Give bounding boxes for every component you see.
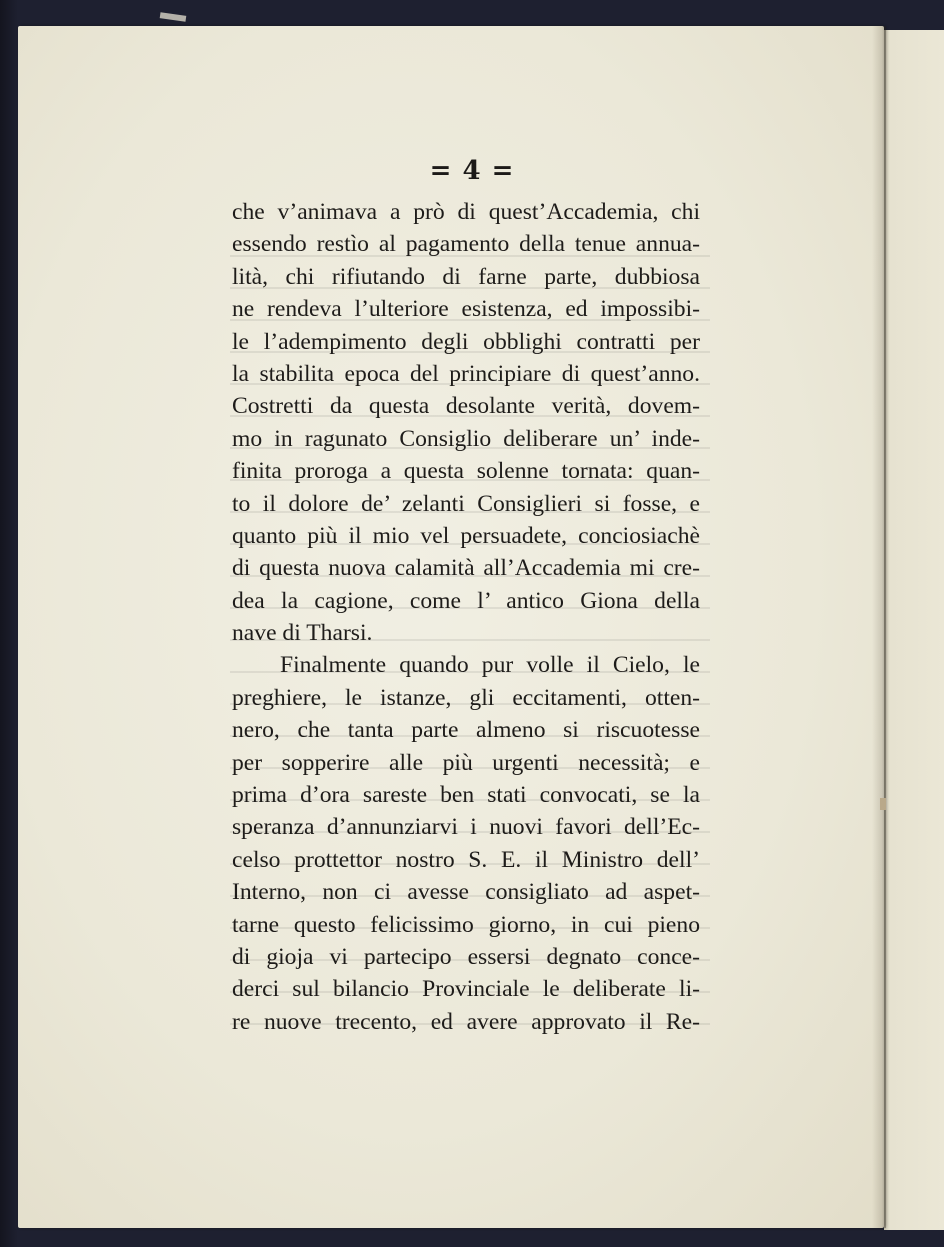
text-line: la stabilita epoca del principiare di quest’anno. — [232, 360, 700, 387]
text-line: nero, che tanta parte almeno si riscuotesse — [232, 717, 700, 744]
text-line: ne rendeva l’ulteriore esistenza, ed impossibi- — [232, 296, 700, 323]
page-number: = 4 = — [429, 156, 515, 186]
text-line: preghiere, le istanze, gli eccitamenti, otten- — [232, 684, 700, 711]
text-line: finita proroga a questa solenne tornata: quan- — [232, 458, 700, 485]
paragraph-end-line: nave di Tharsi. — [232, 620, 373, 647]
text-line: lità, chi rifiutando di farne parte, dubbiosa — [232, 263, 700, 290]
text-line: essendo restìo al pagamento della tenue annua- — [232, 231, 700, 258]
text-line: che v’animava a prò di quest’Accademia, chi — [232, 199, 700, 225]
paper-scrap — [160, 12, 187, 22]
paragraph-start-line: Finalmente quando pur volle il Cielo, le — [280, 652, 700, 679]
text-line: di gioja vi partecipo essersi degnato conce- — [232, 943, 700, 970]
text-line: quanto più il mio vel persuadete, conciosiachè — [232, 522, 700, 549]
page-edge-mark — [880, 798, 886, 810]
text-line: speranza d’annunziarvi i nuovi favori dell’Ec- — [232, 814, 700, 841]
text-line: di questa nuova calamità all’Accademia mi cre- — [232, 555, 700, 582]
text-line: re nuove trecento, ed avere approvato il Re- — [232, 1008, 700, 1035]
text-line: mo in ragunato Consiglio deliberare un’ inde- — [232, 425, 700, 452]
text-line: dea la cagione, come l’ antico Giona della — [232, 587, 700, 614]
text-line: tarne questo felicissimo giorno, in cui pieno — [232, 911, 700, 938]
text-line: per sopperire alle più urgenti necessità; e — [232, 749, 700, 776]
body-text — [232, 196, 700, 1038]
text-line: to il dolore de’ zelanti Consiglieri si fosse, e — [232, 490, 700, 517]
text-line: derci sul bilancio Provinciale le deliberate li- — [232, 976, 700, 1003]
text-line: celso prottettor nostro S. E. il Ministro dell’ — [232, 846, 700, 873]
text-line: Costretti da questa desolante verità, dovem- — [232, 393, 700, 420]
text-line: prima d’ora sareste ben stati convocati, se la — [232, 782, 700, 809]
page-fold-shadow — [872, 26, 886, 1228]
text-line: Interno, non ci avesse consigliato ad aspet- — [232, 879, 700, 906]
text-line: le l’adempimento degli obblighi contratti per — [232, 328, 700, 355]
adjacent-page-edge — [884, 30, 944, 1230]
